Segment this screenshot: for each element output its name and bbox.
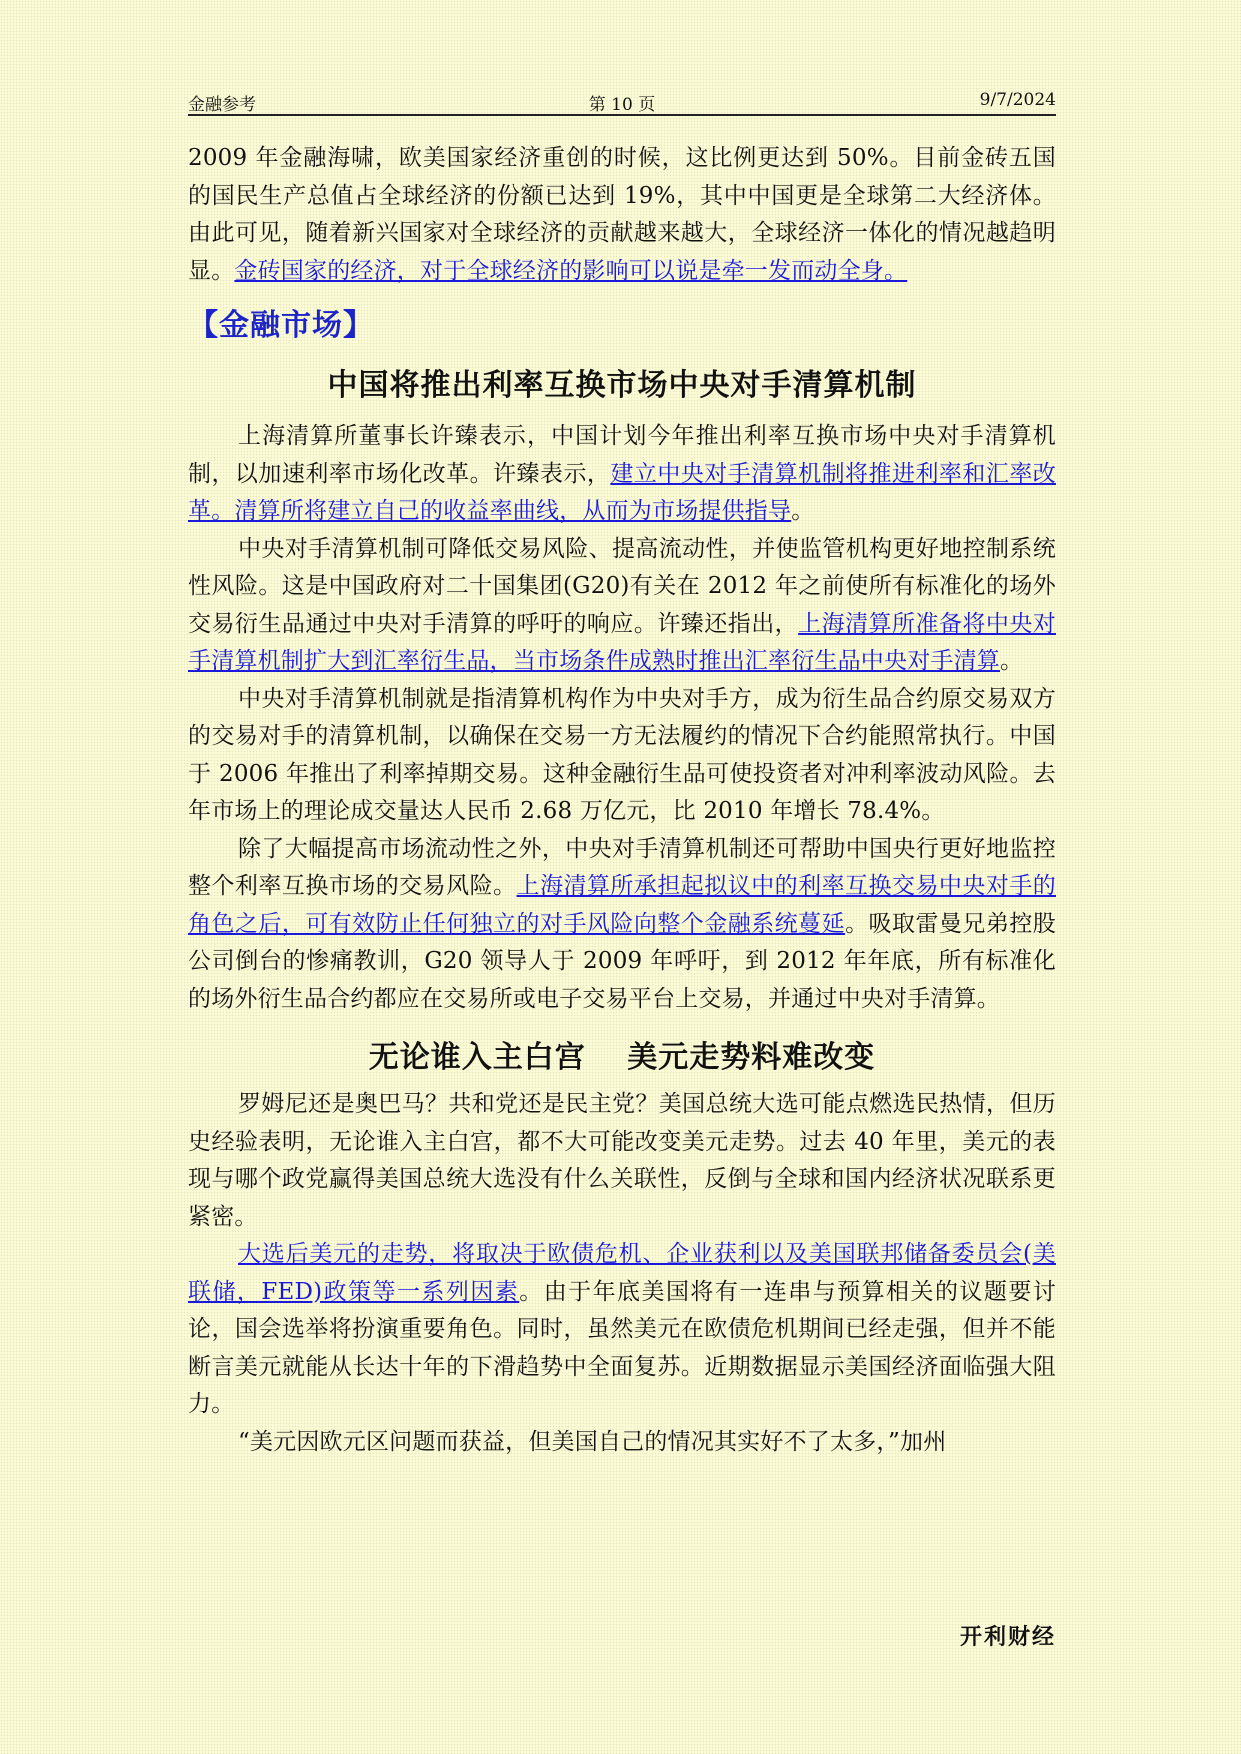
paragraph-text: 罗姆尼还是奥巴马？共和党还是民主党？美国总统大选可能点燃选民热情，但历史经验表明，无论谁入主白宫，都不大可能改变美元走势。过去 40 年里，美元的表现与哪个政党赢得美国总统大选没有什么关联性，反倒与全球和国内经济状况联系更紧密。 (188, 1091, 1056, 1230)
paragraph-text: 除了大幅提高市场流动性之外，中央对手清算机制还可帮助中国央行更好地监控整个利率互换市场的交易风险。 (188, 835, 1056, 899)
article-paragraph (188, 1086, 1056, 1236)
header-date: 9/7/2024 (979, 90, 1056, 110)
article-paragraph (188, 531, 1056, 681)
paragraph-text: 。 (791, 498, 815, 524)
paragraph-text: 中央对手清算机制就是指清算机构作为中央对手方，成为衍生品合约原交易双方的交易对手的清算机制，以确保在交易一方无法履约的情况下合约能照常执行。中国于 2006 年推出了利率掉期交易。这种金融衍生品可使投资者对冲利率波动风险。去年市场上的理论成交量达人民币 2.68 万亿元，比 2010 年增长 78.4%。 (188, 685, 1056, 824)
section-heading: 【金融市场】 (188, 308, 374, 343)
article-paragraph (188, 831, 1056, 1019)
paragraph-link[interactable]: 建立中央对手清算机制将推进利率和汇率改革。清算所将建立自己的收益率曲线，从而为市场提供指导 (188, 460, 1056, 524)
paragraph-text: “美元因欧元区问题而获益，但美国自己的情况其实好不了太多，”加州 (238, 1428, 947, 1455)
publication-name: 金融参考 (188, 95, 256, 115)
article-paragraph (188, 1236, 1056, 1424)
document-page (188, 84, 1056, 1461)
paragraph-text: 。由于年底美国将有一连串与预算相关的议题要讨论，国会选举将扮演重要角色。同时，虽然美元在欧债危机期间已经走强，但并不能断言美元就能从长达十年的下滑趋势中全面复苏。近期数据显示美国经济面临强大阻力。 (188, 1278, 1056, 1417)
article-paragraph (188, 681, 1056, 831)
page-content (188, 140, 1056, 1461)
paragraph-text: 上海清算所董事长许臻表示，中国计划今年推出利率互换市场中央对手清算机制，以加速利率市场化改革。许臻表示， (188, 423, 1056, 487)
page-number: 第 10 页 (588, 95, 656, 115)
paragraph-link[interactable]: 上海清算所承担起拟议中的利率互换交易中央对手的角色之后，可有效防止任何独立的对手风险向整个金融系统蔓延 (188, 873, 1056, 937)
footer-brand: 开利财经 (959, 1625, 1056, 1650)
intro-link[interactable]: 金砖国家的经济，对于全球经济的影响可以说是牵一发而动全身。 (234, 257, 908, 284)
paragraph-text: 。吸取雷曼兄弟控股公司倒台的惨痛教训，G20 领导人于 2009 年呼吁，到 2012 年年底，所有标准化的场外衍生品合约都应在交易所或电子交易平台上交易，并通过中央对手清算。 (188, 910, 1056, 1012)
paragraph-link[interactable]: 上海清算所准备将中央对手清算机制扩大到汇率衍生品，当市场条件成熟时推出汇率衍生品中央对手清算 (188, 610, 1057, 674)
page-header (188, 84, 1056, 116)
intro-text: 2009 年金融海啸，欧美国家经济重创的时候，这比例更达到 50%。目前金砖五国的国民生产总值占全球经济的份额已达到 19%，其中中国更是全球第二大经济体。由此可见，随着新兴国家对全球经济的贡献越来越大，全球经济一体化的情况越趋明显。 (188, 145, 1056, 284)
paragraph-text: 。 (1000, 648, 1024, 674)
paragraph-text: 中央对手清算机制可降低交易风险、提高流动性，并使监管机构更好地控制系统性风险。这是中国政府对二十国集团(G20)有关在 2012 年之前使所有标准化的场外交易衍生品通过中央对手清算的呼吁的响应。许臻还指出， (188, 535, 1056, 637)
intro-paragraph (188, 140, 1056, 290)
article-title: 中国将推出利率互换市场中央对手清算机制 (327, 368, 917, 403)
article-title: 无论谁入主白宫 美元走势料难改变 (368, 1040, 876, 1075)
article-paragraph (188, 1424, 1056, 1462)
paragraph-link[interactable]: 大选后美元的走势，将取决于欧债危机、企业获利以及美国联邦储备委员会(美联储，FED)政策等一系列因素 (188, 1241, 1056, 1305)
article-paragraph (188, 418, 1056, 531)
